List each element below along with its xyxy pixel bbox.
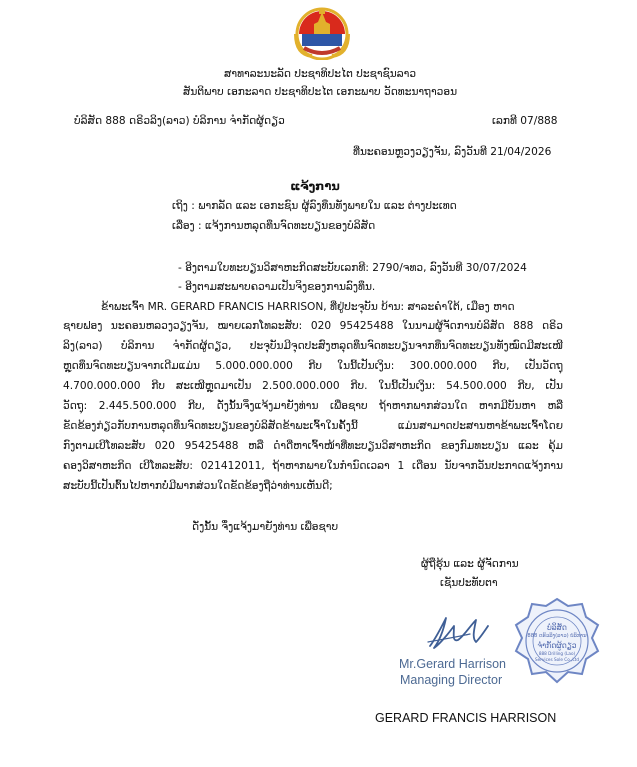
to-line: ເຖິງ : ພາກລັດ ແລະ ເອກະຊົນ ຜູ້ລົງທຶນທັງພາຍໃນ ແລະ ຕ່າງປະເທດ	[172, 200, 457, 212]
reference-item-2: - ອີງຕາມສະພາບຄວາມເປັນຈິງຂອງການລົງທຶນ.	[178, 281, 376, 293]
signer-title-blue: Managing Director	[400, 673, 503, 687]
body-line: 4.700.000.000 ກີບ ສະເໜີຫຼຸດມາເປັນ 2.500.000.000 ກີບ. ໃນນີ້ເປັນເງິນ: 54.500.000 ກີບ, ເປັນ	[63, 380, 563, 392]
signer-role: ຜູ້ຖືຮຸ້ນ ແລະ ຜູ້ຈັດການ	[421, 558, 519, 570]
body-line: ຄອງວິສາຫະກິດ ເບີໂທລະສັບ: 021412011, ຖ້າຫາກພາຍໃນກຳນົດເວລາ 1 ເດືອນ ນັບຈາກວັນປະກາດແຈ້ງການ	[63, 460, 563, 472]
closing-line: ດັ່ງນັ້ນ ຈຶ່ງແຈ້ງມາຍັງທ່ານ ເພື່ອຊາບ	[192, 521, 339, 533]
stamp-company: 888 ດຣິວລິງ(ລາວ) ບໍລິການ	[527, 633, 587, 639]
body-line: ວັດຖຸ: 2.445.500.000 ກີບ, ດັ່ງນັ້ນຈິ່ງແຈ້ງມາຍັງທ່ານ ເພື່ອຊາບ ຖ້າຫາກພາກສ່ວນໃດ ຫາກມີບັນຫາ ຫລື	[63, 400, 563, 412]
subject-line: ເລື່ອງ : ແຈ້ງການຫລຸດທຶນຈົດທະບຽນຂອງບໍລິສັດ	[172, 220, 376, 232]
stamp-label: ບໍລິສັດ	[547, 623, 567, 632]
document-title: ແຈ້ງການ	[290, 179, 340, 193]
body-line: ຂ້າພະເຈົ້າ MR. GERARD FRANCIS HARRISON, ທີ່ຢູ່ປະຈຸບັນ ບ້ານ: ສາລະຄຳໃຕ້, ເມືອງ ຫາດ	[101, 301, 515, 313]
place-date: ທີ່ນະຄອນຫຼວງວຽງຈັນ, ລົງວັນທີ 21/04/2026	[353, 146, 552, 158]
header-line-2: ສັນຕິພາບ ເອກະລາດ ປະຊາທິປະໄຕ ເອກະພາບ ວັດທະນາຖາວອນ	[182, 86, 458, 98]
body-line: ຫຼຸດທຶນຈົດທະບຽນຈາກເດີມແມ່ນ 5.000.000.000 ກີບ ໃນນີ້ເປັນເງິນ: 300.000.000 ກີບ, ເປັນວັດຖຸ	[63, 360, 563, 372]
body-line: ຊາຍຟອງ ນະຄອນຫລວງວຽງຈັນ, ໝາຍເລກໂທລະສັບ: 020 95425488 ໃນນາມຜູ້ຈັດການບໍລິສັດ 888 ດຣິວ	[63, 320, 563, 332]
company-stamp	[512, 596, 602, 686]
company-line: ບໍລິສັດ 888 ດຣິວລິງ(ລາວ) ບໍລິການ ຈຳກັດຜູ້ດຽວ	[74, 115, 285, 127]
stamp-english: 888 Drilling (Lao) Services Sole Co.,Ltd	[535, 651, 579, 662]
header-line-1: ສາທາລະນະລັດ ປະຊາທິປະໄຕ ປະຊາຊົນລາວ	[223, 68, 417, 80]
signer-role-2: ເຊັນປະທັບຕາ	[440, 577, 498, 589]
footer-signer-name: GERARD FRANCIS HARRISON	[375, 711, 557, 725]
stamp-sub: ຈຳກັດຜູ້ດຽວ	[537, 641, 577, 650]
body-line: ລິງ(ລາວ) ບໍລິການ ຈຳກັດຜູ້ດຽວ, ປະຈຸບັນມີຈຸດປະສົງຫລຸດທຶນຈົດທະບຽນຈາກທຶນຈົດທະບຽນທັງໝົດມີສະເໜີ	[63, 340, 563, 352]
reference-item-1: - ອີງຕາມໃບທະບຽນວິສາຫະກິດສະບັບເລກທີ: 2790/ຈທວ, ລົງວັນທີ 30/07/2024	[178, 262, 527, 274]
signer-name-blue: Mr.Gerard Harrison	[399, 657, 506, 671]
body-line: ກົງຕາມເບີໂທລະສັບ 020 95425488 ຫລື ດຳດີ່ຫາເຈົ້າໜ້າທີ່ທະບຽນວິສາຫະກິດ ຂອງກົມທະບຽນ ແລະ ຄຸ້ມ	[63, 440, 563, 452]
handwritten-signature	[424, 612, 490, 654]
body-line: ສະບັບນີ້ເປັນຕົ້ນໄປຫາກບໍ່ມີພາກສ່ວນໃດຂັດຂ້ອງຖືວ່າທ່ານເຫັນດີ;	[63, 480, 333, 492]
body-line: ຂັດຂ້ອງກ່ຽວກັບການຫລຸດທຶນຈົດທະບຽນຂອງບໍລິສັດຂ້າພະເຈົ້າໃນຄັ້ງນີ້ ແມ່ນສາມາດປະສານຫາຂ້າພະເຈົ້າໂດຍ	[63, 420, 563, 432]
document-number: ເລກທີ 07/888	[492, 115, 558, 127]
lao-national-emblem	[290, 4, 354, 60]
